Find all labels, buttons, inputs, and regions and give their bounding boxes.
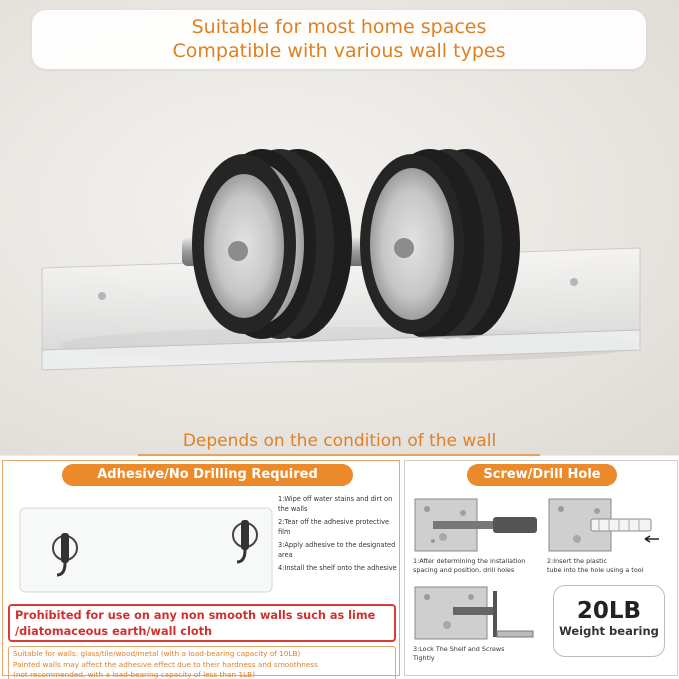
adhesive-panel [2, 460, 400, 679]
headline-banner [32, 10, 646, 69]
screw-step-2 [547, 497, 677, 575]
headline-line-2: Compatible with various wall types [172, 40, 506, 62]
note-line-2: Painted walls may affect the adhesive effect due to their hardness and smoothness [13, 659, 318, 669]
note-line-1: Suitable for walls: glass/tile/wood/metal (with a load-bearing capacity of 10LB) [13, 649, 301, 658]
headline-line-1: Suitable for most home spaces [191, 16, 487, 38]
wall-warning-box [8, 604, 396, 642]
screw-step-3-line-2: Tightly [413, 654, 435, 662]
screw-panel [404, 460, 678, 676]
wall-condition-caption: Depends on the condition of the wall [182, 431, 497, 451]
adhesive-steps [278, 495, 398, 578]
drill-icon [413, 497, 539, 553]
screw-step-1-line-1: 1:After determining the installation [413, 557, 526, 565]
warning-line-2: /diatomaceous earth/wall cloth [15, 625, 213, 638]
screw-step-3-line-1: 3:Lock The Shelf and Screws [413, 645, 505, 653]
warning-line-1: Prohibited for use on any non smooth walls such as lime [15, 609, 376, 622]
screw-step-3 [413, 585, 543, 663]
screw-step-1 [413, 497, 543, 575]
weight-label: Weight bearing [559, 624, 659, 638]
adhesive-step-4: 4:Install the shelf onto the adhesive [278, 564, 397, 572]
screw-title-badge: Screw/Drill Hole [467, 464, 617, 486]
screw-step-2-line-1: 2:Insert the plastic [547, 557, 607, 565]
weight-capacity-badge [553, 585, 665, 657]
adhesive-step-2: 2:Tear off the adhesive protective film [278, 518, 390, 536]
adhesive-title-badge: Adhesive/No Drilling Required [62, 464, 353, 486]
wall-suitability-note [8, 646, 396, 679]
screw-step-1-line-2: spacing and position, drill holes [413, 566, 515, 574]
screw-step-2-line-2: tube into the hole using a tool [547, 566, 644, 574]
plastic-anchor-icon [547, 497, 673, 553]
note-line-3: (not recommended, with a load-bearing capacity of less than 1LB) [13, 670, 256, 679]
screw-lock-icon [413, 585, 539, 641]
adhesive-step-3: 3:Apply adhesive to the designated area [278, 541, 396, 559]
weight-value: 20LB [576, 598, 642, 624]
installation-info [0, 456, 679, 679]
adhesive-strip-illustration [19, 507, 273, 593]
adhesive-step-1: 1:Wipe off water stains and dirt on the walls [278, 495, 393, 513]
